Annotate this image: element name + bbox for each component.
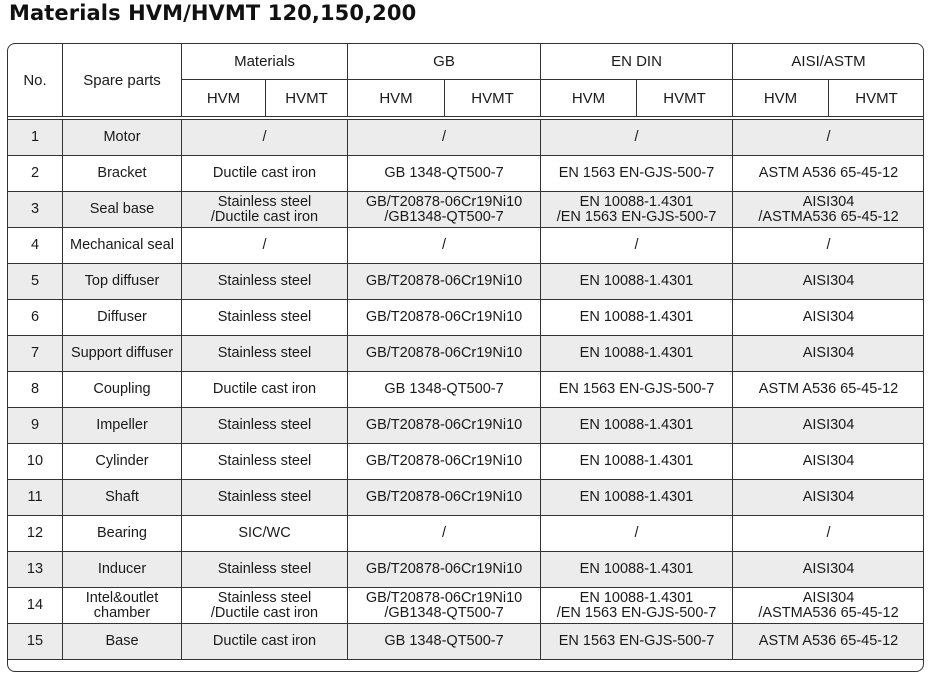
- cell-aisi-astm-line: ASTM A536 65-45-12: [758, 633, 899, 649]
- cell-en-din: [541, 588, 733, 624]
- table-row: [8, 444, 925, 480]
- cell-materials: [182, 300, 348, 336]
- cell-no: 15: [8, 624, 63, 660]
- cell-gb: [348, 444, 541, 480]
- cell-aisi-astm: [733, 264, 924, 300]
- cell-spare-part-line: Motor: [103, 129, 141, 145]
- cell-en-din: [541, 624, 733, 660]
- cell-aisi-astm-line: AISI304: [802, 309, 855, 325]
- cell-gb: [348, 480, 541, 516]
- cell-aisi-astm: [733, 480, 924, 516]
- cell-materials-line: SIC/WC: [238, 525, 291, 541]
- cell-aisi-astm-line: AISI304: [802, 273, 855, 289]
- cell-no: 4: [8, 228, 63, 264]
- cell-materials: [182, 264, 348, 300]
- cell-spare-part-line: Impeller: [96, 417, 148, 433]
- cell-aisi-astm-line: AISI304: [802, 345, 855, 361]
- table-row: [8, 336, 925, 372]
- cell-spare-part-line: Bearing: [97, 525, 147, 541]
- cell-aisi-astm-line: AISI304: [802, 193, 855, 210]
- cell-en-din-line: EN 10088-1.4301: [579, 309, 694, 325]
- cell-gb-line: /: [442, 129, 447, 145]
- cell-no: 11: [8, 480, 63, 516]
- cell-aisi-astm-line: /: [826, 129, 831, 145]
- cell-gb: [348, 336, 541, 372]
- cell-gb-line: GB/T20878-06Cr19Ni10: [365, 589, 523, 606]
- cell-gb: [348, 408, 541, 444]
- cell-en-din: [541, 336, 733, 372]
- cell-spare-part: [63, 300, 182, 336]
- cell-gb: [348, 264, 541, 300]
- cell-gb-line: GB/T20878-06Cr19Ni10: [365, 309, 523, 325]
- cell-gb: [348, 516, 541, 552]
- cell-spare-part: [63, 480, 182, 516]
- cell-materials: [182, 624, 348, 660]
- cell-gb: [348, 156, 541, 192]
- cell-aisi-astm-line: /: [826, 525, 831, 541]
- cell-spare-part: [63, 336, 182, 372]
- cell-spare-part: [63, 624, 182, 660]
- cell-spare-part-line: Inducer: [97, 561, 147, 577]
- cell-no: 14: [8, 588, 63, 624]
- cell-materials: [182, 372, 348, 408]
- header-group-materials: Materials: [182, 44, 348, 80]
- cell-materials-line: Stainless steel: [217, 345, 312, 361]
- cell-materials-line: Stainless steel: [217, 273, 312, 289]
- cell-en-din-line: EN 10088-1.4301: [579, 589, 694, 606]
- table-row: [8, 300, 925, 336]
- cell-materials: [182, 480, 348, 516]
- cell-materials: [182, 408, 348, 444]
- table-row: [8, 552, 925, 588]
- table-row: [8, 516, 925, 552]
- table-row: [8, 192, 925, 228]
- header-sub-hvm: HVM: [182, 80, 266, 117]
- page-title: Materials HVM/HVMT 120,150,200: [9, 1, 417, 25]
- cell-no: 12: [8, 516, 63, 552]
- cell-no: 5: [8, 264, 63, 300]
- cell-materials-line: Ductile cast iron: [212, 633, 317, 649]
- cell-spare-part-line: Top diffuser: [84, 273, 160, 289]
- cell-aisi-astm-line: AISI304: [802, 453, 855, 469]
- cell-aisi-astm: [733, 156, 924, 192]
- cell-aisi-astm-line: AISI304: [802, 489, 855, 505]
- cell-materials-line: /: [262, 237, 267, 253]
- cell-no: 10: [8, 444, 63, 480]
- table-row: [8, 264, 925, 300]
- cell-spare-part-line: Seal base: [89, 201, 155, 217]
- cell-gb: [348, 192, 541, 228]
- cell-gb-line: GB/T20878-06Cr19Ni10: [365, 489, 523, 505]
- cell-en-din: [541, 300, 733, 336]
- cell-gb: [348, 552, 541, 588]
- cell-spare-part: [63, 408, 182, 444]
- cell-gb-line: GB/T20878-06Cr19Ni10: [365, 561, 523, 577]
- cell-spare-part-line: Intel&outlet: [85, 589, 159, 606]
- cell-materials: [182, 336, 348, 372]
- cell-spare-part-line: Mechanical seal: [70, 237, 174, 253]
- cell-materials-line: /Ductile cast iron: [210, 208, 319, 225]
- cell-spare-part: [63, 372, 182, 408]
- cell-gb-line: GB/T20878-06Cr19Ni10: [365, 273, 523, 289]
- cell-materials: [182, 444, 348, 480]
- table-row: [8, 120, 925, 156]
- cell-spare-part-line: Bracket: [97, 165, 147, 181]
- cell-aisi-astm: [733, 336, 924, 372]
- cell-aisi-astm: [733, 624, 924, 660]
- materials-table-frame: [7, 43, 924, 672]
- cell-en-din-line: EN 1563 EN-GJS-500-7: [558, 165, 715, 181]
- cell-aisi-astm-line: AISI304: [802, 589, 855, 606]
- cell-materials-line: /Ductile cast iron: [210, 604, 319, 621]
- cell-en-din: [541, 552, 733, 588]
- header-sub-hvmt: HVMT: [445, 80, 541, 117]
- cell-no: 9: [8, 408, 63, 444]
- cell-gb: [348, 228, 541, 264]
- cell-spare-part: [63, 120, 182, 156]
- cell-en-din-line: /EN 1563 EN-GJS-500-7: [556, 604, 717, 621]
- cell-spare-part-line: chamber: [93, 604, 151, 621]
- cell-en-din-line: /: [634, 129, 639, 145]
- header-sub-hvm: HVM: [541, 80, 637, 117]
- cell-aisi-astm: [733, 228, 924, 264]
- cell-materials-line: Stainless steel: [217, 489, 312, 505]
- cell-gb-line: GB/T20878-06Cr19Ni10: [365, 193, 523, 210]
- cell-gb: [348, 588, 541, 624]
- cell-aisi-astm: [733, 444, 924, 480]
- table-header: [8, 44, 925, 120]
- cell-en-din-line: EN 10088-1.4301: [579, 453, 694, 469]
- cell-aisi-astm-line: /: [826, 237, 831, 253]
- cell-en-din-line: EN 10088-1.4301: [579, 273, 694, 289]
- cell-gb: [348, 372, 541, 408]
- table-row: [8, 228, 925, 264]
- cell-materials: [182, 516, 348, 552]
- cell-no: 3: [8, 192, 63, 228]
- table-row: [8, 624, 925, 660]
- cell-en-din: [541, 444, 733, 480]
- cell-gb-line: /: [442, 237, 447, 253]
- cell-en-din-line: EN 10088-1.4301: [579, 417, 694, 433]
- cell-aisi-astm: [733, 120, 924, 156]
- cell-aisi-astm: [733, 588, 924, 624]
- cell-spare-part-line: Support diffuser: [70, 345, 174, 361]
- cell-materials: [182, 120, 348, 156]
- cell-en-din-line: EN 10088-1.4301: [579, 193, 694, 210]
- cell-aisi-astm-line: AISI304: [802, 561, 855, 577]
- cell-aisi-astm: [733, 516, 924, 552]
- table-row: [8, 372, 925, 408]
- cell-no: 2: [8, 156, 63, 192]
- cell-gb-line: /: [442, 525, 447, 541]
- cell-en-din-line: EN 1563 EN-GJS-500-7: [558, 633, 715, 649]
- cell-en-din: [541, 120, 733, 156]
- cell-en-din: [541, 192, 733, 228]
- cell-materials-line: Stainless steel: [217, 193, 312, 210]
- cell-en-din: [541, 516, 733, 552]
- cell-gb-line: /GB1348-QT500-7: [384, 604, 504, 621]
- cell-gb-line: GB/T20878-06Cr19Ni10: [365, 345, 523, 361]
- cell-materials: [182, 588, 348, 624]
- cell-spare-part: [63, 156, 182, 192]
- cell-spare-part: [63, 264, 182, 300]
- cell-materials-line: Stainless steel: [217, 561, 312, 577]
- cell-en-din-line: /: [634, 237, 639, 253]
- cell-materials: [182, 228, 348, 264]
- cell-gb-line: GB 1348-QT500-7: [384, 381, 504, 397]
- cell-no: 13: [8, 552, 63, 588]
- cell-spare-part-line: Diffuser: [97, 309, 147, 325]
- header-sub-hvmt: HVMT: [266, 80, 348, 117]
- cell-gb-line: GB 1348-QT500-7: [384, 633, 504, 649]
- cell-en-din: [541, 264, 733, 300]
- cell-en-din-line: EN 10088-1.4301: [579, 489, 694, 505]
- cell-gb-line: /GB1348-QT500-7: [384, 208, 504, 225]
- header-sub-hvmt: HVMT: [637, 80, 733, 117]
- cell-gb: [348, 624, 541, 660]
- cell-gb-line: GB 1348-QT500-7: [384, 165, 504, 181]
- cell-aisi-astm-line: AISI304: [802, 417, 855, 433]
- cell-no: 1: [8, 120, 63, 156]
- cell-aisi-astm: [733, 552, 924, 588]
- cell-no: 8: [8, 372, 63, 408]
- header-no: No.: [8, 44, 63, 117]
- cell-materials-line: Stainless steel: [217, 453, 312, 469]
- cell-spare-part-line: Shaft: [105, 489, 139, 505]
- cell-spare-part: [63, 192, 182, 228]
- cell-en-din-line: /EN 1563 EN-GJS-500-7: [556, 208, 717, 225]
- cell-gb: [348, 120, 541, 156]
- header-sub-hvmt: HVMT: [829, 80, 924, 117]
- cell-materials-line: /: [262, 129, 267, 145]
- cell-no: 7: [8, 336, 63, 372]
- header-sub-hvm: HVM: [348, 80, 445, 117]
- cell-spare-part: [63, 552, 182, 588]
- cell-en-din-line: EN 10088-1.4301: [579, 561, 694, 577]
- table-row: [8, 408, 925, 444]
- cell-gb-line: GB/T20878-06Cr19Ni10: [365, 453, 523, 469]
- table-body: [8, 120, 925, 660]
- cell-spare-part: [63, 228, 182, 264]
- table-row: [8, 156, 925, 192]
- cell-aisi-astm-line: ASTM A536 65-45-12: [758, 165, 899, 181]
- cell-no: 6: [8, 300, 63, 336]
- cell-en-din: [541, 156, 733, 192]
- cell-gb-line: GB/T20878-06Cr19Ni10: [365, 417, 523, 433]
- cell-materials: [182, 192, 348, 228]
- header-group-gb: GB: [348, 44, 541, 80]
- cell-materials-line: Stainless steel: [217, 309, 312, 325]
- header-group-aisi-astm: AISI/ASTM: [733, 44, 924, 80]
- cell-en-din-line: EN 10088-1.4301: [579, 345, 694, 361]
- table-row: [8, 480, 925, 516]
- cell-materials: [182, 552, 348, 588]
- cell-en-din-line: /: [634, 525, 639, 541]
- cell-aisi-astm-line: /ASTMA536 65-45-12: [758, 208, 899, 225]
- cell-aisi-astm: [733, 192, 924, 228]
- table-row: [8, 588, 925, 624]
- cell-en-din: [541, 228, 733, 264]
- cell-spare-part: [63, 444, 182, 480]
- cell-aisi-astm-line: ASTM A536 65-45-12: [758, 381, 899, 397]
- cell-en-din: [541, 372, 733, 408]
- header-group-en-din: EN DIN: [541, 44, 733, 80]
- cell-aisi-astm: [733, 408, 924, 444]
- cell-aisi-astm: [733, 372, 924, 408]
- cell-materials-line: Ductile cast iron: [212, 381, 317, 397]
- cell-materials-line: Stainless steel: [217, 589, 312, 606]
- cell-materials: [182, 156, 348, 192]
- cell-en-din: [541, 480, 733, 516]
- cell-gb: [348, 300, 541, 336]
- header-sub-hvm: HVM: [733, 80, 829, 117]
- materials-table: [7, 43, 924, 660]
- cell-materials-line: Ductile cast iron: [212, 165, 317, 181]
- header-spare-parts: Spare parts: [63, 44, 182, 117]
- cell-spare-part-line: Cylinder: [95, 453, 149, 469]
- cell-materials-line: Stainless steel: [217, 417, 312, 433]
- cell-en-din-line: EN 1563 EN-GJS-500-7: [558, 381, 715, 397]
- cell-aisi-astm-line: /ASTMA536 65-45-12: [758, 604, 899, 621]
- cell-spare-part-line: Coupling: [93, 381, 151, 397]
- cell-aisi-astm: [733, 300, 924, 336]
- cell-en-din: [541, 408, 733, 444]
- cell-spare-part-line: Base: [105, 633, 139, 649]
- cell-spare-part: [63, 516, 182, 552]
- cell-spare-part: [63, 588, 182, 624]
